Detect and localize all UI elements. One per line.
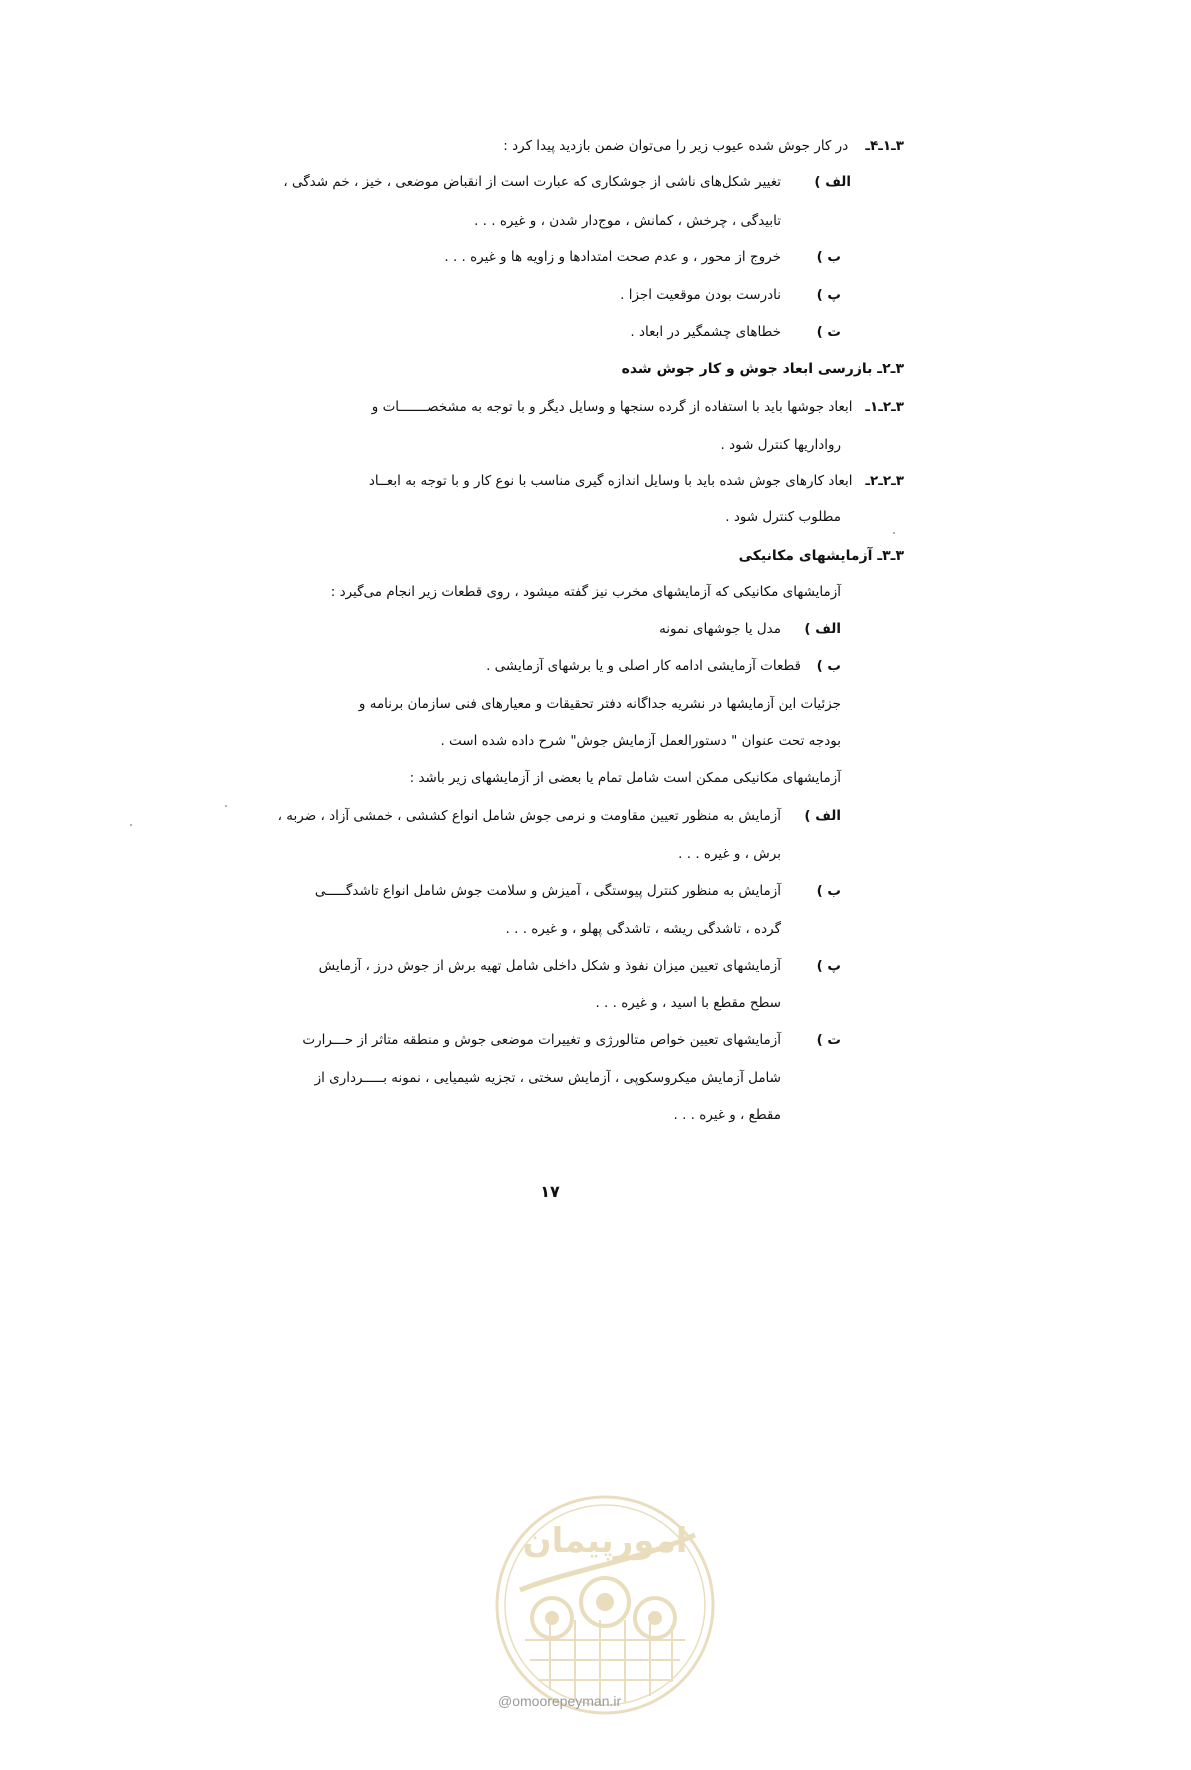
section-heading-3-3: ۳ـ۳ـ آزمایشهای مکانیکی <box>738 548 904 564</box>
list-label-pe: پ ) <box>816 287 841 303</box>
watermark-logo-text: امورپیمان <box>522 1521 688 1561</box>
list-label-be: ب ) <box>816 249 841 265</box>
item-3-2-2 <box>369 471 904 491</box>
list-item-continuation: برش ، و غیره . . . <box>678 846 781 862</box>
item-number: ۳ـ۲ـ۲ـ <box>865 473 904 489</box>
list-label-alef: الف ) <box>804 621 841 637</box>
list-item-continuation: سطح مقطع با اسید ، و غیره . . . <box>595 995 781 1011</box>
list-label-te: ت ) <box>816 1032 841 1048</box>
scan-speck <box>130 824 132 826</box>
list-item-continuation: مقطع ، و غیره . . . <box>673 1107 781 1123</box>
list-item-text: خطاهای چشمگیر در ابعاد . <box>630 324 781 340</box>
watermark-url: @omoorepeyman.ir <box>498 1693 622 1709</box>
watermark-logo <box>490 1490 720 1770</box>
list-item-continuation: گرده ، تاشدگی ریشه ، تاشدگی پهلو ، و غیره . . . <box>505 921 781 937</box>
item-continuation: رواداریها کنترل شود . <box>720 437 841 453</box>
list-item-continuation: شامل آزمایش میکروسکوپی ، آزمایش سختی ، تجزیه شیمیایی ، نمونه بـــــرداری از <box>314 1070 781 1086</box>
item-3-1-4 <box>503 136 904 156</box>
list-item-text: آزمایش به منظور تعیین مقاومت و نرمی جوش شامل انواع کششی ، خمشی آزاد ، ضربه ، <box>277 808 781 824</box>
list-item-text: مدل یا جوشهای نمونه <box>659 621 781 637</box>
scan-speck <box>225 805 227 807</box>
list-item-text: تغییر شکل‌های ناشی از جوشکاری که عبارت است از انقباض موضعی ، خیز ، خم شدگی ، <box>283 174 781 190</box>
watermark-grid <box>525 1620 685 1704</box>
paragraph: آزمایشهای مکانیکی که آزمایشهای مخرب نیز گفته میشود ، روی قطعات زیر انجام می‌گیرد : <box>330 584 841 600</box>
list-item-continuation: تابیدگی ، چرخش ، کمانش ، موج‌دار شدن ، و غیره . . . <box>474 213 781 229</box>
list-item-text: آزمایشهای تعیین میزان نفوذ و شکل داخلی شامل تهیه برش از جوش درز ، آزمایش <box>318 958 781 974</box>
list-label-alef: الف ) <box>814 174 851 190</box>
list-label-te: ت ) <box>816 324 841 340</box>
list-label-pe: پ ) <box>816 958 841 974</box>
paragraph: جزئیات این آزمایشها در نشریه جداگانه دفتر تحقیقات و معیارهای فنی سازمان برنامه و <box>358 696 841 712</box>
list-label-be: ب ) <box>816 883 841 899</box>
item-continuation: مطلوب کنترل شود . <box>725 509 841 525</box>
item-3-2-1 <box>372 397 904 417</box>
list-label-be: ب ) <box>816 658 841 674</box>
paragraph: بودجه تحت عنوان " دستورالعمل آزمایش جوش" شرح داده شده است . <box>440 733 841 749</box>
list-item-text: آزمایشهای تعیین خواص متالورژی و تغییرات موضعی جوش و منطقه متاثر از حـــرارت <box>302 1032 781 1048</box>
list-item-text: خروج از محور ، و عدم صحت امتدادها و زاویه ها و غیره . . . <box>444 249 781 265</box>
list-item-text: قطعات آزمایشی ادامه کار اصلی و یا برشهای آزمایشی . <box>486 658 801 674</box>
item-text: ابعاد کارهای جوش شده باید با وسایل اندازه گیری مناسب با نوع کار و با توجه به ابعــاد <box>368 473 853 489</box>
list-label-alef: الف ) <box>804 808 841 824</box>
list-item-text: آزمایش به منظور کنترل پیوستگی ، آمیزش و سلامت جوش شامل انواع تاشدگـــــی <box>314 883 781 899</box>
section-heading-3-2: ۳ـ۲ـ بازرسی ابعاد جوش و کار جوش شده <box>621 361 904 377</box>
item-text: در کار جوش شده عیوب زیر را می‌توان ضمن بازدید پیدا کرد : <box>503 138 849 154</box>
page-number: ۱۷ <box>540 1182 560 1201</box>
item-number: ۳ـ۲ـ۱ـ <box>865 399 904 415</box>
item-text: ابعاد جوشها باید با استفاده از گرده سنجها و وسایل دیگر و با توجه به مشخصـــــــات و <box>371 399 853 415</box>
scan-speck <box>893 532 895 534</box>
item-number: ۳ـ۱ـ۴ـ <box>865 138 904 154</box>
paragraph: آزمایشهای مکانیکی ممکن است شامل تمام یا بعضی از آزمایشهای زیر باشد : <box>409 770 841 786</box>
list-item-text: نادرست بودن موقعیت اجزا . <box>620 287 781 303</box>
